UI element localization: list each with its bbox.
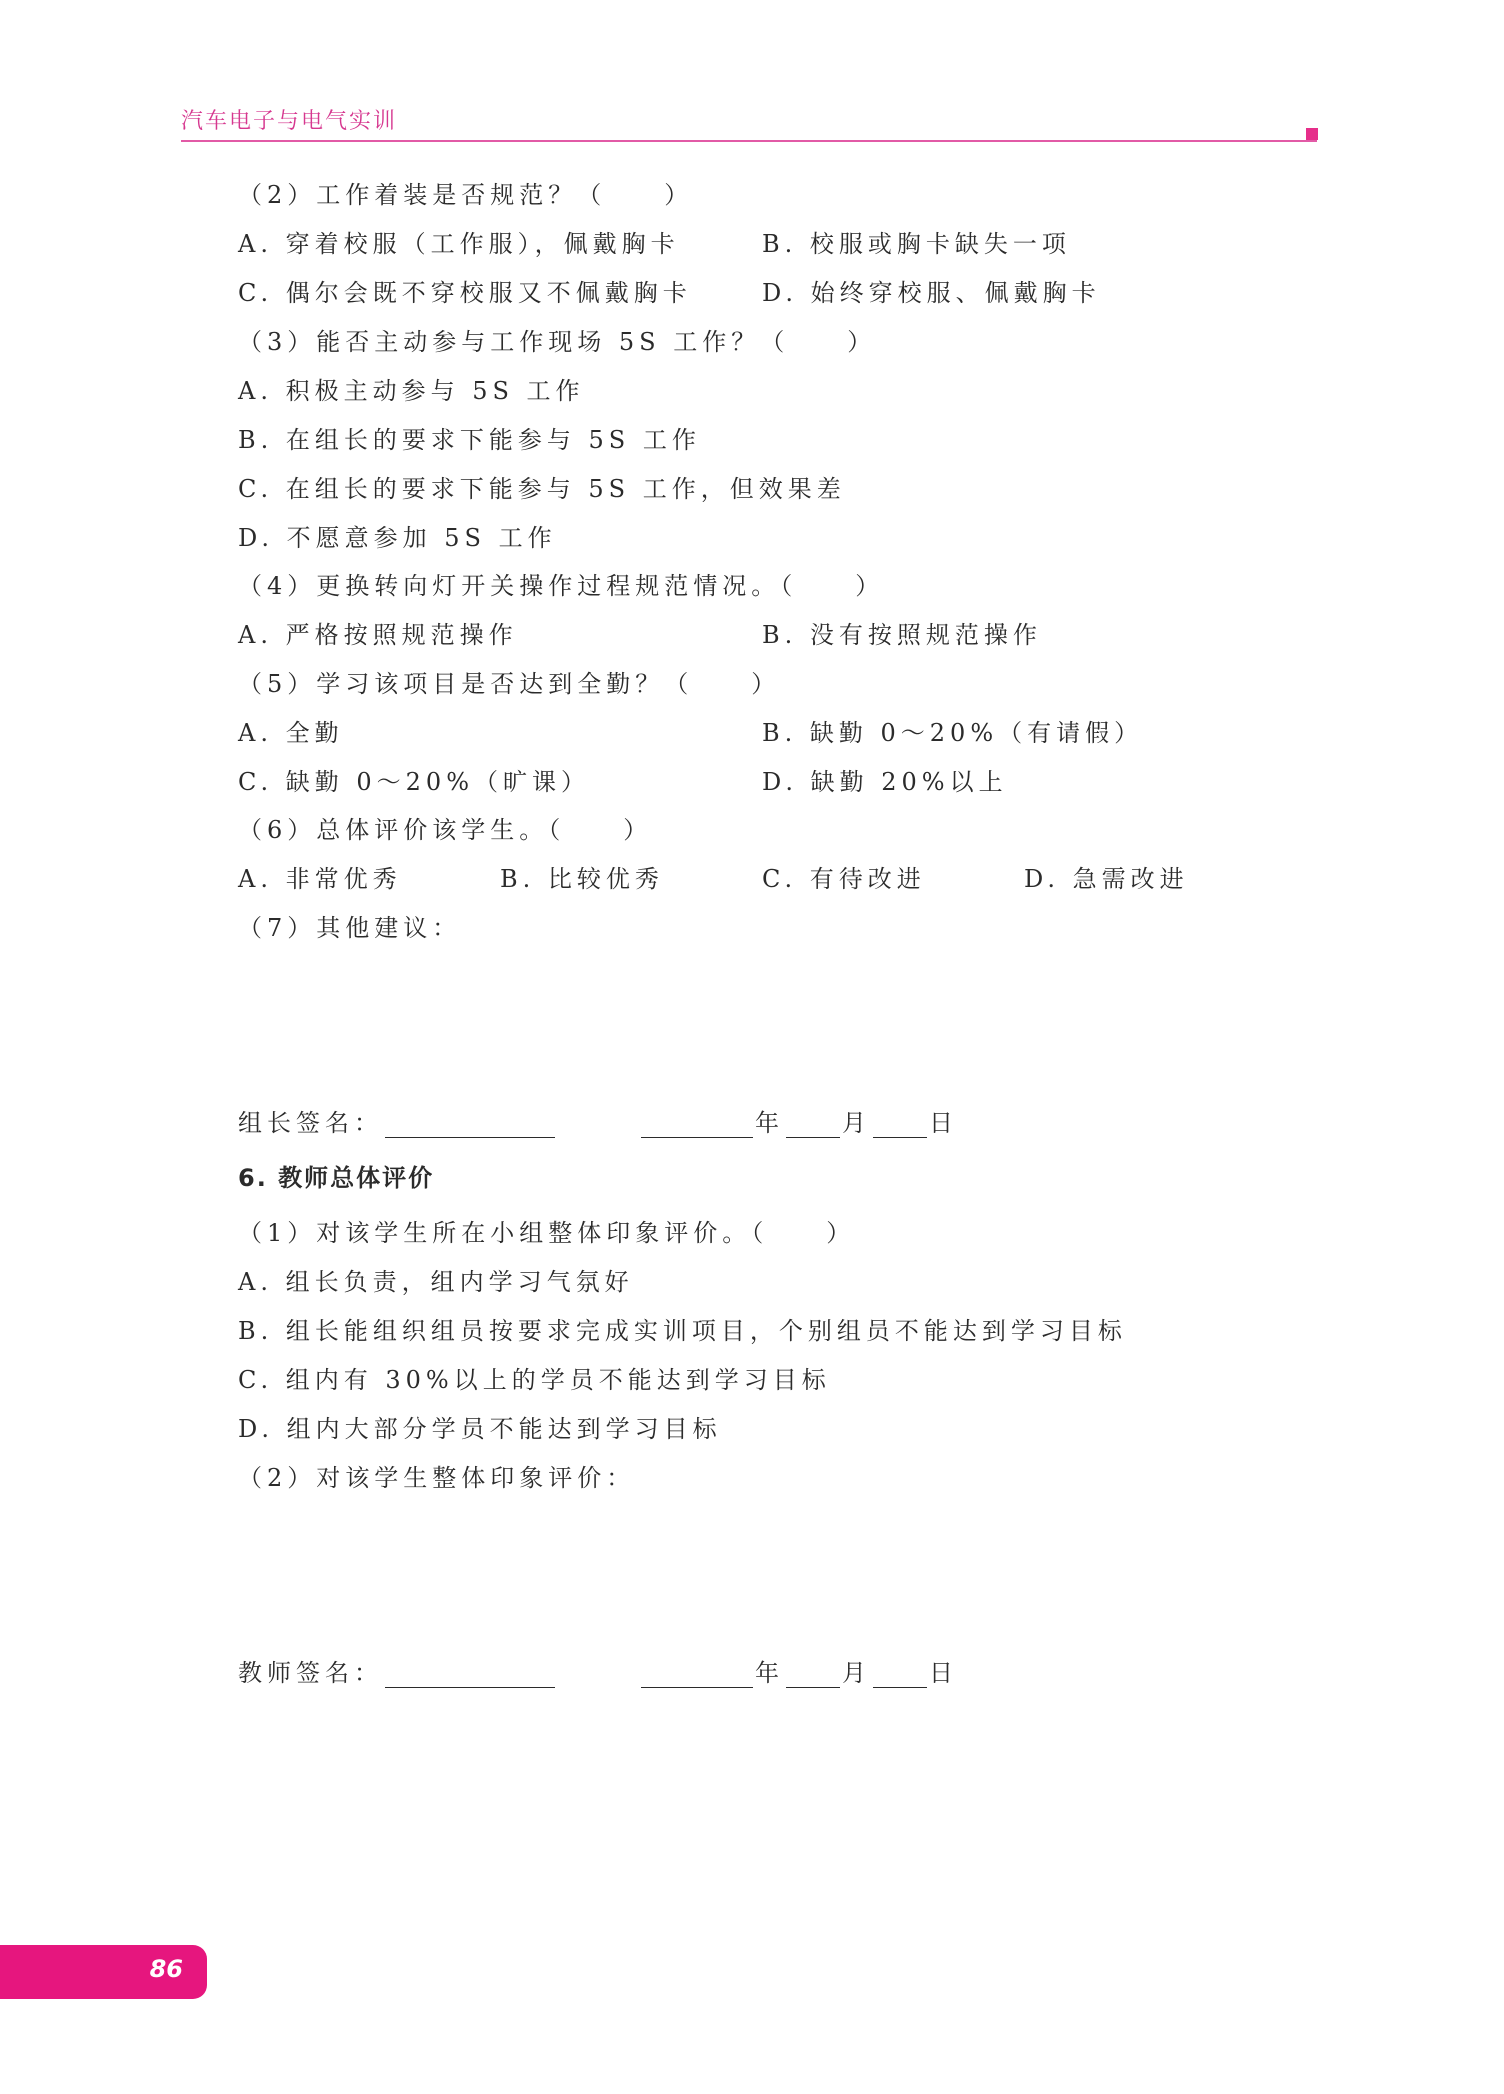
- day-blank[interactable]: [873, 1115, 927, 1138]
- year-blank[interactable]: [641, 1115, 753, 1138]
- question-5-stem: （5）学习该项目是否达到全勤？（ ）: [238, 670, 781, 698]
- month-label: 月: [842, 1659, 871, 1687]
- signature-blank[interactable]: [385, 1665, 555, 1688]
- question-5-option-d: D. 缺勤 20%以上: [762, 768, 1008, 796]
- question-3-stem: （3）能否主动参与工作现场 5S 工作？（ ）: [238, 328, 877, 356]
- month-blank[interactable]: [786, 1665, 840, 1688]
- question-6-option-b: B. 比较优秀: [500, 865, 664, 893]
- question-2-option-c: C. 偶尔会既不穿校服又不佩戴胸卡: [238, 279, 692, 307]
- group-leader-signature-row: [238, 1108, 958, 1138]
- question-5-option-c: C. 缺勤 0～20%（旷课）: [238, 768, 591, 796]
- question-6-stem: （6）总体评价该学生。（ ）: [238, 816, 653, 844]
- year-label: 年: [755, 1109, 784, 1137]
- year-blank[interactable]: [641, 1665, 753, 1688]
- header-marker: [1306, 128, 1318, 140]
- question-4-option-a: A. 严格按照规范操作: [238, 621, 518, 649]
- question-2-stem: （2）工作着装是否规范？（ ）: [238, 181, 694, 209]
- question-6-option-a: A. 非常优秀: [238, 865, 402, 893]
- question-6-option-d: D. 急需改进: [1024, 865, 1189, 893]
- day-blank[interactable]: [873, 1665, 927, 1688]
- year-label: 年: [755, 1659, 784, 1687]
- question-4-stem: （4）更换转向灯开关操作过程规范情况。（ ）: [238, 572, 885, 600]
- question-3-option-a: A. 积极主动参与 5S 工作: [238, 377, 585, 405]
- signature-label: 组长签名：: [238, 1109, 383, 1137]
- question-2-option-b: B. 校服或胸卡缺失一项: [762, 230, 1071, 258]
- teacher-question-1-stem: （1）对该学生所在小组整体印象评价。（ ）: [238, 1219, 856, 1247]
- question-7-stem: （7）其他建议：: [238, 914, 462, 942]
- page-number-tab: [0, 1945, 207, 1999]
- teacher-question-1-option-c: C. 组内有 30%以上的学员不能达到学习目标: [238, 1366, 831, 1394]
- question-3-option-b: B. 在组长的要求下能参与 5S 工作: [238, 426, 701, 454]
- signature-label: 教师签名：: [238, 1659, 383, 1687]
- day-label: 日: [929, 1659, 958, 1687]
- signature-blank[interactable]: [385, 1115, 555, 1138]
- question-2-option-a: A. 穿着校服（工作服），佩戴胸卡: [238, 230, 680, 258]
- teacher-question-1-option-a: A. 组长负责，组内学习气氛好: [238, 1268, 634, 1296]
- book-title: 汽车电子与电气实训: [181, 109, 398, 134]
- question-2-option-d: D. 始终穿校服、佩戴胸卡: [762, 279, 1101, 307]
- question-5-option-b: B. 缺勤 0～20%（有请假）: [762, 719, 1144, 747]
- question-6-option-c: C. 有待改进: [762, 865, 926, 893]
- header-divider: [181, 140, 1317, 142]
- month-label: 月: [842, 1109, 871, 1137]
- question-3-option-c: C. 在组长的要求下能参与 5S 工作，但效果差: [238, 475, 846, 503]
- teacher-question-2-stem: （2）对该学生整体印象评价：: [238, 1464, 636, 1492]
- month-blank[interactable]: [786, 1115, 840, 1138]
- section-heading: 6. 教师总体评价: [238, 1164, 435, 1192]
- teacher-question-1-option-d: D. 组内大部分学员不能达到学习目标: [238, 1415, 722, 1443]
- question-5-option-a: A. 全勤: [238, 719, 344, 747]
- question-3-option-d: D. 不愿意参加 5S 工作: [238, 524, 557, 552]
- day-label: 日: [929, 1109, 958, 1137]
- teacher-question-1-option-b: B. 组长能组织组员按要求完成实训项目，个别组员不能达到学习目标: [238, 1317, 1127, 1345]
- page-number: 86: [149, 1955, 183, 1983]
- teacher-signature-row: [238, 1658, 958, 1688]
- question-4-option-b: B. 没有按照规范操作: [762, 621, 1042, 649]
